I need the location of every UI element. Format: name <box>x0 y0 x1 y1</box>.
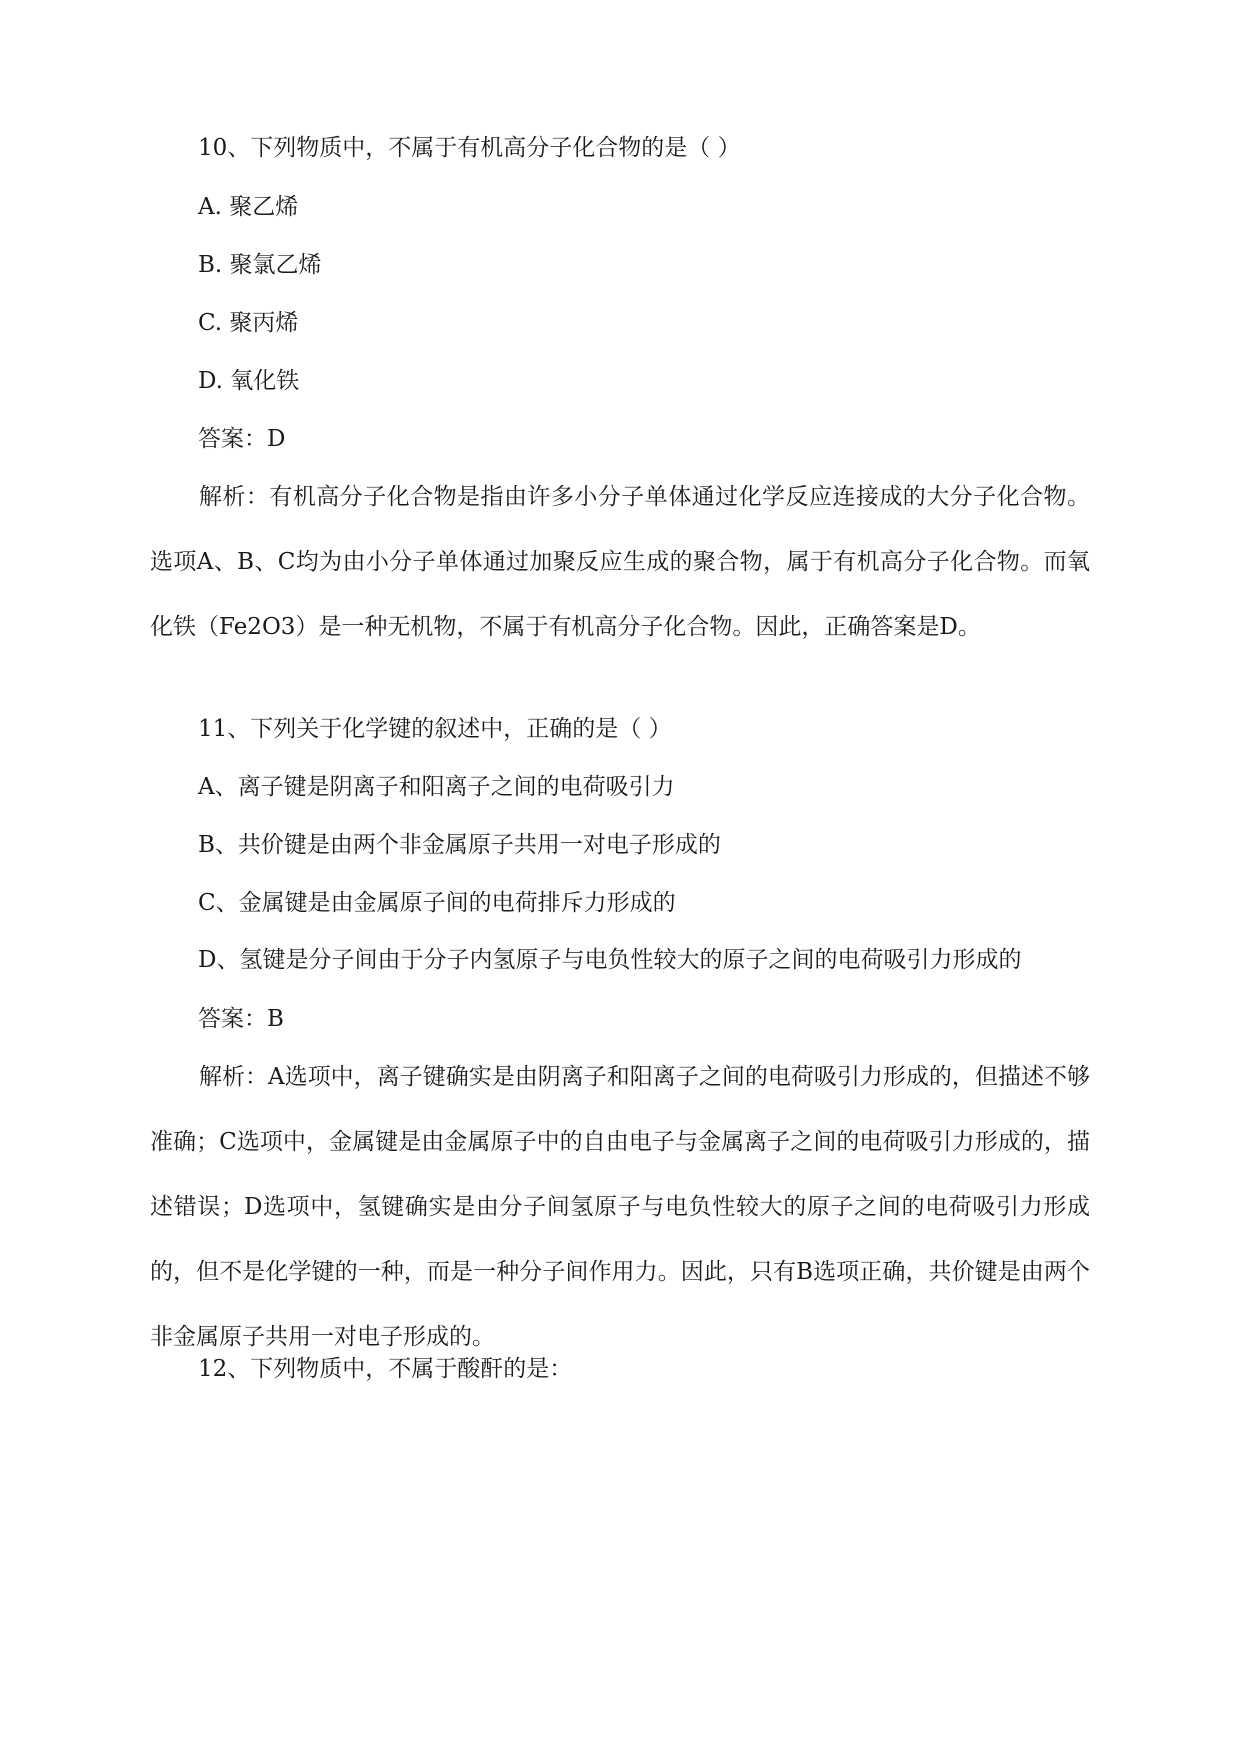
question-11-answer: 答案：B <box>198 1006 284 1032</box>
question-11-stem: 11、下列关于化学键的叙述中，正确的是（ ） <box>198 716 672 742</box>
question-11-option-c: C、金属键是由金属原子间的电荷排斥力形成的 <box>198 890 676 916</box>
question-10-option-d: D. 氧化铁 <box>198 368 300 394</box>
question-10-option-b: B. 聚氯乙烯 <box>198 252 322 278</box>
question-11-analysis: 解析：A选项中，离子键确实是由阴离子和阳离子之间的电荷吸引力形成的，但描述不够准确；C选项中，金属键是由金属原子中的自由电子与金属离子之间的电荷吸引力形成的，描述错误；D选项中，氢键确实是由分子间氢原子与电负性较大的原子之间的电荷吸引力形成的，但不是化学键的一种，而是一种分子间作用力。因此，只有B选项正确，共价键是由两个非金属原子共用一对电子形成的。 <box>150 1064 1090 1350</box>
question-10-option-c: C. 聚丙烯 <box>198 310 299 336</box>
question-11-option-d: D、氢键是分子间由于分子内氢原子与电负性较大的原子之间的电荷吸引力形成的 <box>198 947 1022 973</box>
question-10-stem: 10、下列物质中，不属于有机高分子化合物的是（ ） <box>198 135 741 161</box>
question-10-option-a: A. 聚乙烯 <box>198 194 299 220</box>
question-12-stem: 12、下列物质中，不属于酸酐的是： <box>198 1356 573 1382</box>
question-11-option-a: A、离子键是阴离子和阳离子之间的电荷吸引力 <box>198 774 675 800</box>
question-11-option-b: B、共价键是由两个非金属原子共用一对电子形成的 <box>198 832 721 858</box>
question-10-analysis: 解析：有机高分子化合物是指由许多小分子单体通过化学反应连接成的大分子化合物。选项A、B、C均为由小分子单体通过加聚反应生成的聚合物，属于有机高分子化合物。而氧化铁（Fe2O3）是一种无机物，不属于有机高分子化合物。因此，正确答案是D。 <box>150 484 1090 640</box>
question-10-answer: 答案：D <box>198 426 286 452</box>
